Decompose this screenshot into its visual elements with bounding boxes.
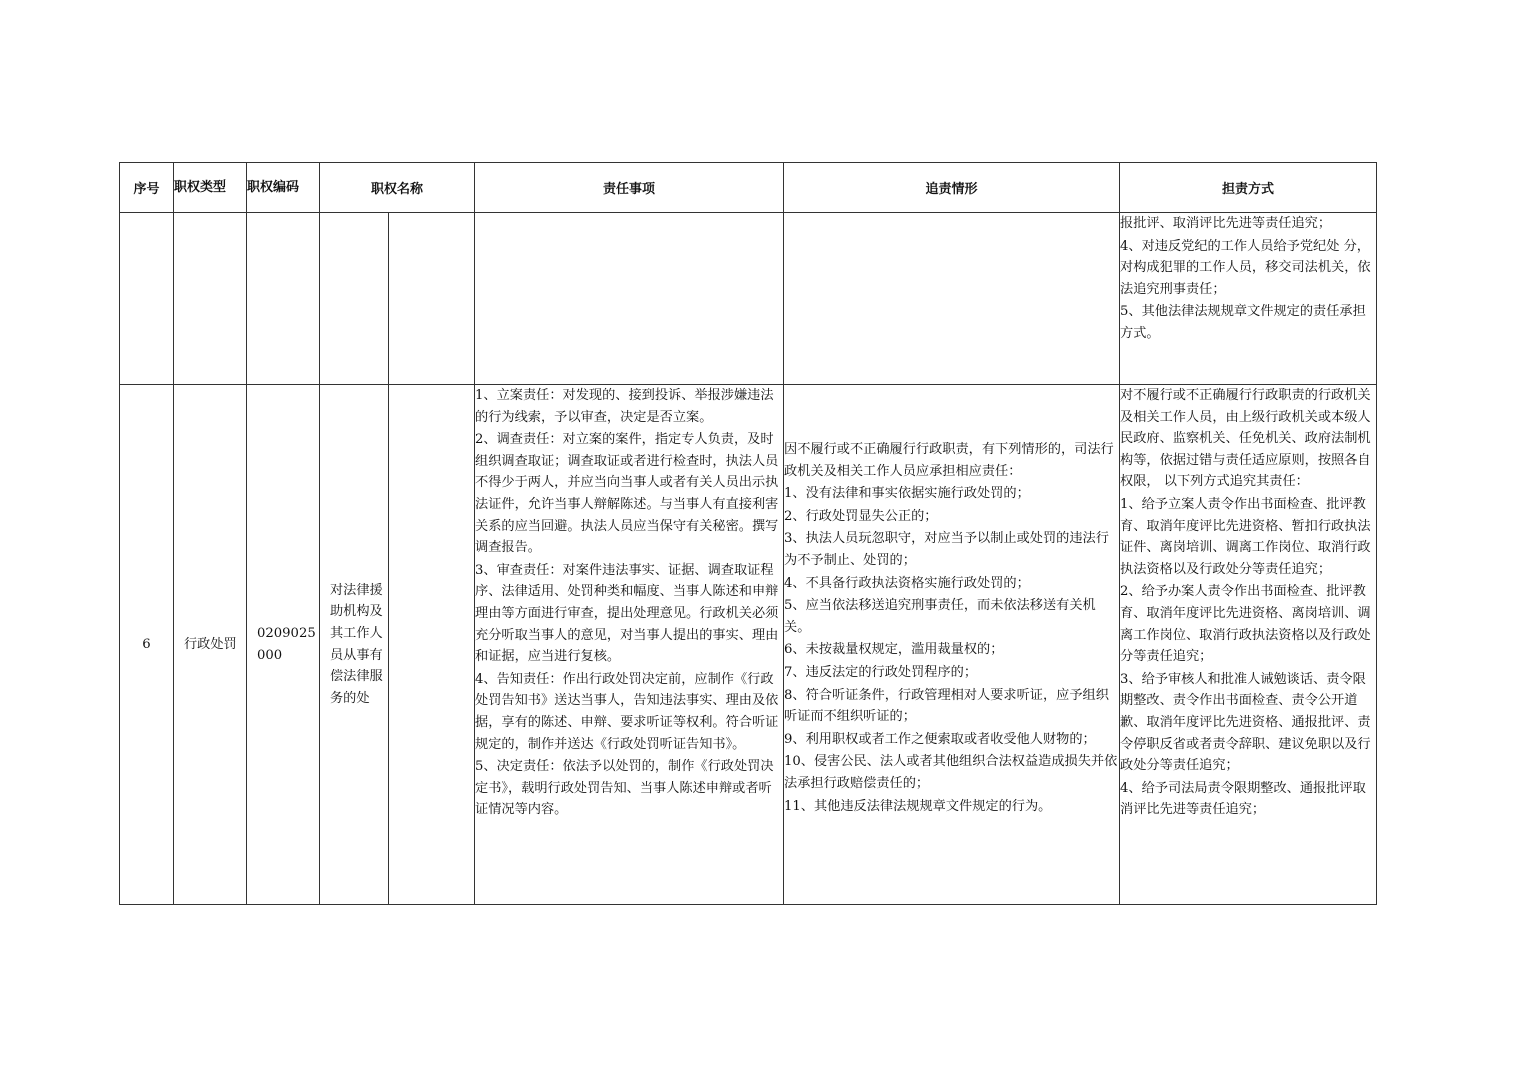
paragraph: 2、给予办案人责令作出书面检查、批评教育、取消年度评比先进资格、离岗培训、调离工作岗位、取消行政执法资格以及行政处分等责任追究； [1120,584,1371,665]
paragraph: 4、不具备行政执法资格实施行政处罚的； [784,575,1030,591]
cell-liability-continued [1120,213,1377,385]
paragraph: 报批评、取消评比先进等责任追究； [1120,216,1332,231]
paragraph: 2、调查责任：对立案的案件，指定专人负责，及时组织调查取证；调查取证或者进行检查时，执法人员不得少于两人，并应当向当事人或者有关人员出示执法证件，允许当事人辩解陈述。与当事人有直接利害关系的应当回避。执法人员应当保守有关秘密。撰写调查报告。 [475,432,779,556]
paragraph: 5、决定责任：依法予以处罚的，制作《行政处罚决定书》，载明行政处罚告知、当事人陈述申辩或者听证情况等内容。 [475,759,774,818]
header-name: 职权名称 [320,163,475,213]
header-duty: 责任事项 [475,163,784,213]
paragraph: 9、利用职权或者工作之便索取或者收受他人财物的； [784,731,1096,747]
paragraph: 6、未按裁量权规定，滥用裁量权的； [784,642,1004,658]
header-seq: 序号 [120,163,174,213]
cell-seq: 6 [120,385,174,905]
paragraph: 8、符合听证条件，行政管理相对人要求听证，应予组织听证而不组织听证的； [784,687,1109,725]
paragraph: 3、给予审核人和批准人诫勉谈话、责令限期整改、责令作出书面检查、责令公开道歉、取消年度评比先进资格、通报批评、责令停职反省或者责令辞职、建议免职以及行政处分等责任追究； [1120,671,1371,774]
paragraph: 4、告知责任：作出行政处罚决定前，应制作《行政处罚告知书》送达当事人，告知违法事实、理由及依据，享有的陈述、申辩、要求听证等权利。符合听证规定的，制作并送达《行政处罚听证告知书》。 [475,671,779,752]
header-pursue: 追责情形 [784,163,1120,213]
paragraph: 10、侵害公民、法人或者其他组织合法权益造成损失并依法承担行政赔偿责任的； [784,754,1118,791]
paragraph: 5、应当依法移送追究刑事责任，而未依法移送有关机关。 [784,598,1096,635]
header-row [120,163,1377,213]
cell-empty [174,213,247,385]
paragraph: 对不履行或不正确履行行政职责的行政机关及相关工作人员，由上级行政机关或本级人民政府、监察机关、任免机关、政府法制机构等，依据过错与责任适应原则，按照各自权限， 以下列方式追究其责任： [1120,388,1371,490]
header-liability: 担责方式 [1120,163,1377,213]
cell-pursue [784,385,1120,905]
paragraph: 4、给予司法局责令限期整改、通报批评取消评比先进等责任追究； [1120,780,1366,818]
paragraph: 11、其他违反法律法规规章文件规定的行为。 [784,798,1052,814]
cell-empty [120,213,174,385]
cell-name: 对法律援助机构及其工作人员从事有偿法律服务的处 [320,385,389,905]
paragraph: 1、立案责任：对发现的、接到投诉、举报涉嫌违法的行为线索，予以审查，决定是否立案。 [475,388,774,425]
cell-empty [475,213,784,385]
cell-empty [784,213,1120,385]
paragraph: 3、执法人员玩忽职守，对应当予以制止或处罚的违法行为不予制止、处罚的； [784,531,1109,568]
paragraph: 1、给予立案人责令作出书面检查、批评教育、取消年度评比先进资格、暂扣行政执法证件、离岗培训、调离工作岗位、取消行政执法资格以及行政处分等责任追究； [1120,496,1371,577]
cell-liability [1120,385,1377,905]
cell-type: 行政处罚 [174,385,247,905]
paragraph: 7、违反法定的行政处罚程序的； [784,664,978,680]
cell-duty [475,385,784,905]
paragraph: 2、行政处罚显失公正的； [784,508,938,524]
paragraph: 3、审查责任：对案件违法事实、证据、调查取证程序、法律适用、处罚种类和幅度、当事人陈述和申辩理由等方面进行审查，提出处理意见。行政机关必须充分听取当事人的意见，对当事人提出的事实、理由和证据，应当进行复核。 [475,562,779,665]
cell-empty [247,213,320,385]
paragraph: 1、没有法律和事实依据实施行政处罚的； [784,486,1030,502]
cell-code: 0209025000 [247,385,320,905]
paragraph: 因不履行或不正确履行行政职责，有下列情形的，司法行政机关及相关工作人员应承担相应责任： [784,442,1114,479]
table-row-continuation [120,213,1377,385]
responsibility-table [119,162,1377,905]
header-code: 职权编码 [247,163,320,213]
table-row-6 [120,385,1377,905]
cell-empty [320,213,389,385]
cell-empty [389,213,475,385]
paragraph: 4、对违反党纪的工作人员给予党纪处 分，对构成犯罪的工作人员，移交司法机关，依法追究刑事责任； [1120,238,1371,297]
paragraph: 5、其他法律法规规章文件规定的责任承担方式。 [1120,304,1366,341]
header-type: 职权类型 [174,163,247,213]
cell-empty [389,385,475,905]
